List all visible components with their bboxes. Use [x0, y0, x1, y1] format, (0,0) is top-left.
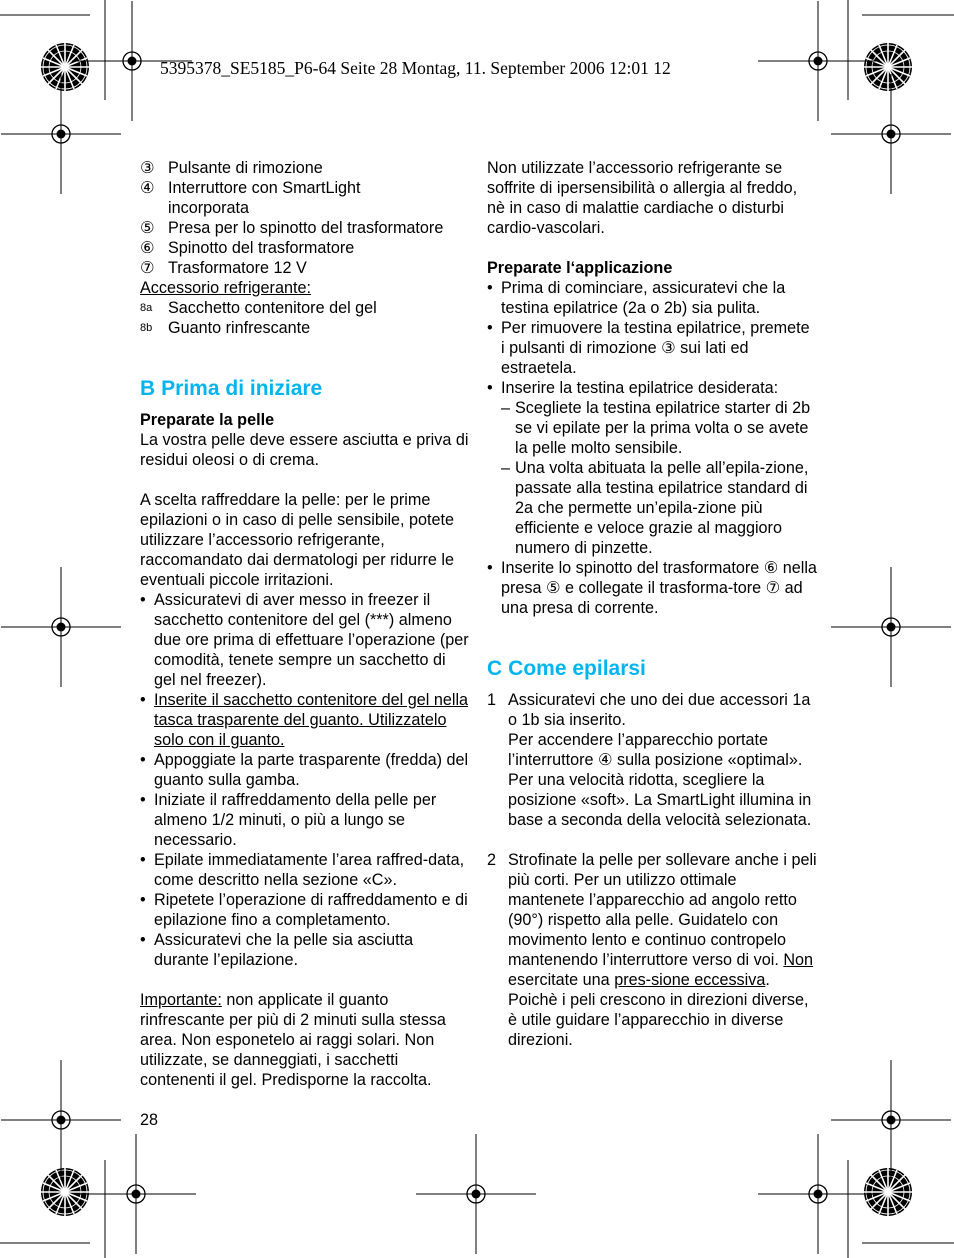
list-item: • Assicuratevi che la pelle sia asciutta durante l’epilazione. — [140, 931, 414, 969]
prepare-heading: Preparate la pelle — [140, 411, 275, 429]
right-column — [487, 158, 817, 1050]
prepare-text: La vostra pelle deve essere asciutta e priva di residui oleosi o di crema. — [140, 431, 469, 469]
sub-list-item: – Una volta abituata la pelle all’epila-zione, passate alla testina epilatrice standard di 2a che permette un’epila-zione più efficiente e veloce grazie al maggioro numero di pinzette. — [501, 459, 809, 557]
apply-heading: Preparate l‘applicazione — [487, 259, 673, 277]
section-c-heading: C Come epilarsi — [487, 657, 646, 680]
part-item: ⑦ Trasformatore 12 V — [140, 259, 307, 277]
page-header: 5395378_SE5185_P6-64 Seite 28 Montag, 11. September 2006 12:01 12 — [160, 58, 671, 78]
accessory-item: 8b Guanto rinfrescante — [140, 319, 311, 337]
list-item: • Inserire la testina epilatrice desiderata: — [487, 379, 779, 397]
section-b-heading: B Prima di iniziare — [140, 377, 323, 400]
list-item: • Ripetete l’operazione di raffreddamento e di epilazione fino a completamento. — [140, 891, 468, 929]
important-label: Importante: — [140, 991, 222, 1009]
accessory-heading: Accessorio refrigerante: — [140, 279, 311, 297]
part-item: ⑥ Spinotto del trasformatore — [140, 239, 355, 257]
warning-text: Non utilizzate l’accessorio refrigerante se soffrite di ipersensibilità o allergia al freddo, nè in caso di malattie cardiache o disturbi cardio-vascolari. — [487, 159, 798, 237]
list-item: • Assicuratevi di aver messo in freezer il sacchetto contenitore del gel (***) almeno due ore prima di effettuare l’operazione (per comodità, tenete sempre un sacchetto di gel nel freezer). — [140, 591, 469, 689]
list-item: • Epilate immediatamente l’area raffred-data, come descritto nella sezione «C». — [140, 851, 465, 889]
list-item: • Iniziate il raffreddamento della pelle per almeno 1/2 minuti, o più a lungo se necessario. — [140, 791, 437, 849]
list-item: • Inserite lo spinotto del trasformatore ⑥ nella presa ⑤ e collegate il trasforma-tore ⑦ ad una presa di corrente. — [487, 559, 817, 617]
left-column — [140, 158, 470, 1090]
accessory-item: 8a Sacchetto contenitore del gel — [140, 299, 377, 317]
part-item: ④ Interruttore con SmartLight — [140, 179, 361, 197]
list-item: • Per rimuovere la testina epilatrice, premete i pulsanti di rimozione ③ sui lati ed estraetela. — [487, 319, 810, 377]
cool-text: A scelta raffreddare la pelle: per le prime epilazioni o in caso di pelle sensibile, potete utilizzare l’accessorio refrigerante, raccomandato dai dermatologi per ridurre le eventuali piccole irritazioni. — [140, 491, 455, 589]
step-item: 2 Strofinate la pelle per sollevare anche i peli più corti. Per un utilizzo ottimale mantenete l’apparecchio ad angolo retto (90°) rispetto alla pelle. Guidatelo con movimento lento e continuo contropelo mantenendo l’interruttore verso di voi. Non esercitate una pres-sione eccessiva. Poichè i peli crescono in direzioni diverse, è utile guidare l’apparecchio in diverse direzioni. — [487, 851, 817, 1049]
part-item: ⑤ Presa per lo spinotto del trasformatore — [140, 219, 444, 237]
step-item: 1 Assicuratevi che uno dei due accessori 1a o 1b sia inserito. Per accendere l’apparecchio portate l’interruttore ④ sulla posizione «optimal». Per una velocità ridotta, scegliere la posizione «soft». La SmartLight illumina in base a seconda della velocità selezionata. — [487, 691, 812, 829]
page-number: 28 — [140, 1111, 159, 1129]
sub-list-item: – Scegliete la testina epilatrice starter di 2b se vi epilate per la prima volta o se avete la pelle molto sensibile. — [501, 399, 811, 457]
important-note: Importante: non applicate il guanto rinfrescante per più di 2 minuti sulla stessa area. Non esponetelo ai raggi solari. Non utilizzate, se danneggiati, i sacchetti contenenti il gel. Predisporne la raccolta. — [140, 991, 446, 1089]
list-item: • Prima di cominciare, assicuratevi che la testina epilatrice (2a o 2b) sia pulita. — [487, 279, 786, 317]
part-item: ③ Pulsante di rimozione — [140, 159, 323, 177]
list-item: • Inserite il sacchetto contenitore del gel nella tasca trasparente del guanto. Utilizzatelo solo con il guanto. — [140, 691, 469, 749]
list-item: • Appoggiate la parte trasparente (fredda) del guanto sulla gamba. — [140, 751, 469, 789]
part-item: incorporata — [168, 199, 249, 217]
